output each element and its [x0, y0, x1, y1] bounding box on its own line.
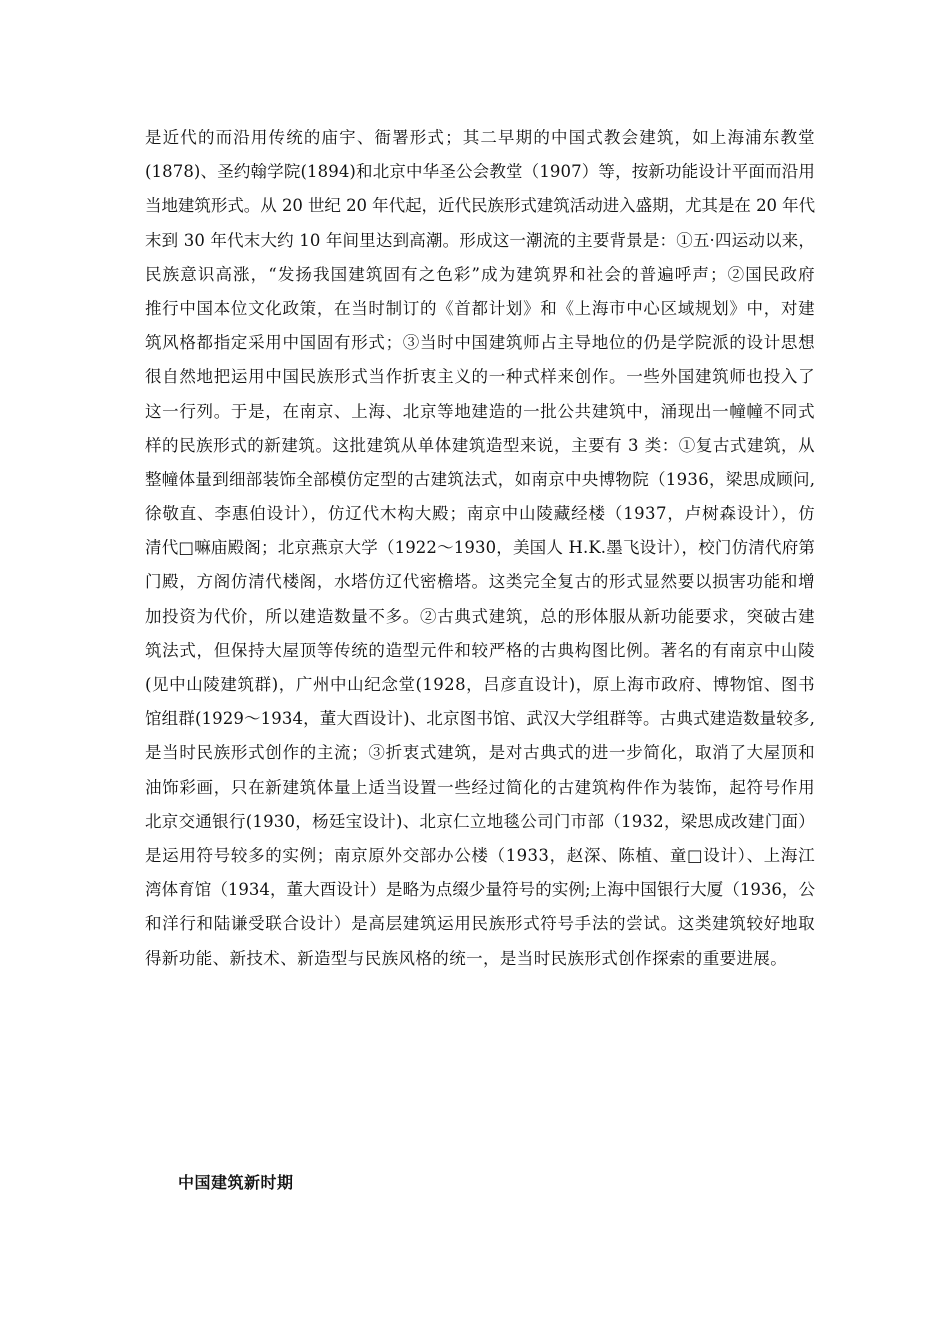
paragraph-line: 筑法式，但保持大屋顶等传统的造型元件和较严格的古典构图比例。著名的有南京中山陵 [145, 640, 815, 660]
paragraph-line: 湾体育馆（1934，董大酉设计）是略为点缀少量符号的实例;上海中国银行大厦（1936，公 [145, 880, 815, 900]
paragraph-line: 样的民族形式的新建筑。这批建筑从单体建筑造型来说，主要有 3 类：①复古式建筑，从 [145, 435, 815, 455]
paragraph-line: 整幢体量到细部装饰全部模仿定型的古建筑法式，如南京中央博物院（1936，梁思成顾问, [145, 469, 816, 489]
paragraph-line: 加投资为代价，所以建造数量不多。②古典式建筑，总的形体服从新功能要求，突破古建 [145, 606, 815, 626]
paragraph-line: (1878)、圣约翰学院(1894)和北京中华圣公会教堂（1907）等，按新功能设计平面而沿用 [145, 162, 815, 182]
paragraph-line: 是近代的而沿用传统的庙宇、衙署形式；其二早期的中国式教会建筑，如上海浦东教堂 [145, 128, 815, 147]
paragraph-line: 是当时民族形式创作的主流；③折衷式建筑，是对古典式的进一步简化，取消了大屋顶和 [145, 743, 815, 763]
paragraph-line: 得新功能、新技术、新造型与民族风格的统一，是当时民族形式创作探索的重要进展。 [145, 948, 788, 968]
paragraph-line: 很自然地把运用中国民族形式当作折衷主义的一种式样来创作。一些外国建筑师也投入了 [145, 367, 815, 387]
paragraph-line: 清代□嘛庙殿阁；北京燕京大学（1922～1930，美国人 H.K.墨飞设计），校门仿清代府第 [145, 538, 815, 558]
paragraph-line: 民族意识高涨，“发扬我国建筑固有之色彩”成为建筑界和社会的普遍呼声；②国民政府 [145, 264, 815, 284]
paragraph-line: 推行中国本位文化政策，在当时制订的《首都计划》和《上海市中心区域规划》中，对建 [145, 298, 815, 318]
paragraph-line: 馆组群(1929～1934，董大酉设计)、北京图书馆、武汉大学组群等。古典式建造数量较多, [145, 709, 815, 729]
body-paragraph [145, 121, 815, 976]
paragraph-line: 是运用符号较多的实例；南京原外交部办公楼（1933，赵深、陈植、童□设计）、上海江 [145, 845, 815, 865]
paragraph-line: 徐敬直、李惠伯设计），仿辽代木构大殿；南京中山陵藏经楼（1937，卢树森设计），仿 [145, 504, 815, 524]
paragraph-line: 当地建筑形式。从 20 世纪 20 年代起，近代民族形式建筑活动进入盛期，尤其是在 20 年代 [145, 196, 815, 216]
paragraph-line: 和洋行和陆谦受联合设计）是高层建筑运用民族形式符号手法的尝试。这类建筑较好地取 [145, 914, 815, 934]
paragraph-line: 北京交通银行(1930，杨廷宝设计)、北京仁立地毯公司门市部（1932，梁思成改建门面） [145, 811, 815, 831]
paragraph-line: 这一行列。于是，在南京、上海、北京等地建造的一批公共建筑中，涌现出一幢幢不同式 [145, 401, 815, 421]
paragraph-line: 油饰彩画，只在新建筑体量上适当设置一些经过简化的古建筑构件作为装饰，起符号作用 [145, 777, 815, 797]
paragraph-line: 筑风格都指定采用中国固有形式；③当时中国建筑师占主导地位的仍是学院派的设计思想 [145, 333, 815, 353]
section-heading: 中国建筑新时期 [178, 1173, 294, 1192]
paragraph-line: 末到 30 年代末大约 10 年间里达到高潮。形成这一潮流的主要背景是：①五·四运动以来， [145, 230, 815, 250]
paragraph-line: 门殿，方阁仿清代楼阁，水塔仿辽代密檐塔。这类完全复古的形式显然要以损害功能和增 [145, 572, 815, 592]
paragraph-line: (见中山陵建筑群)，广州中山纪念堂(1928，吕彦直设计)，原上海市政府、博物馆、图书 [145, 675, 815, 694]
